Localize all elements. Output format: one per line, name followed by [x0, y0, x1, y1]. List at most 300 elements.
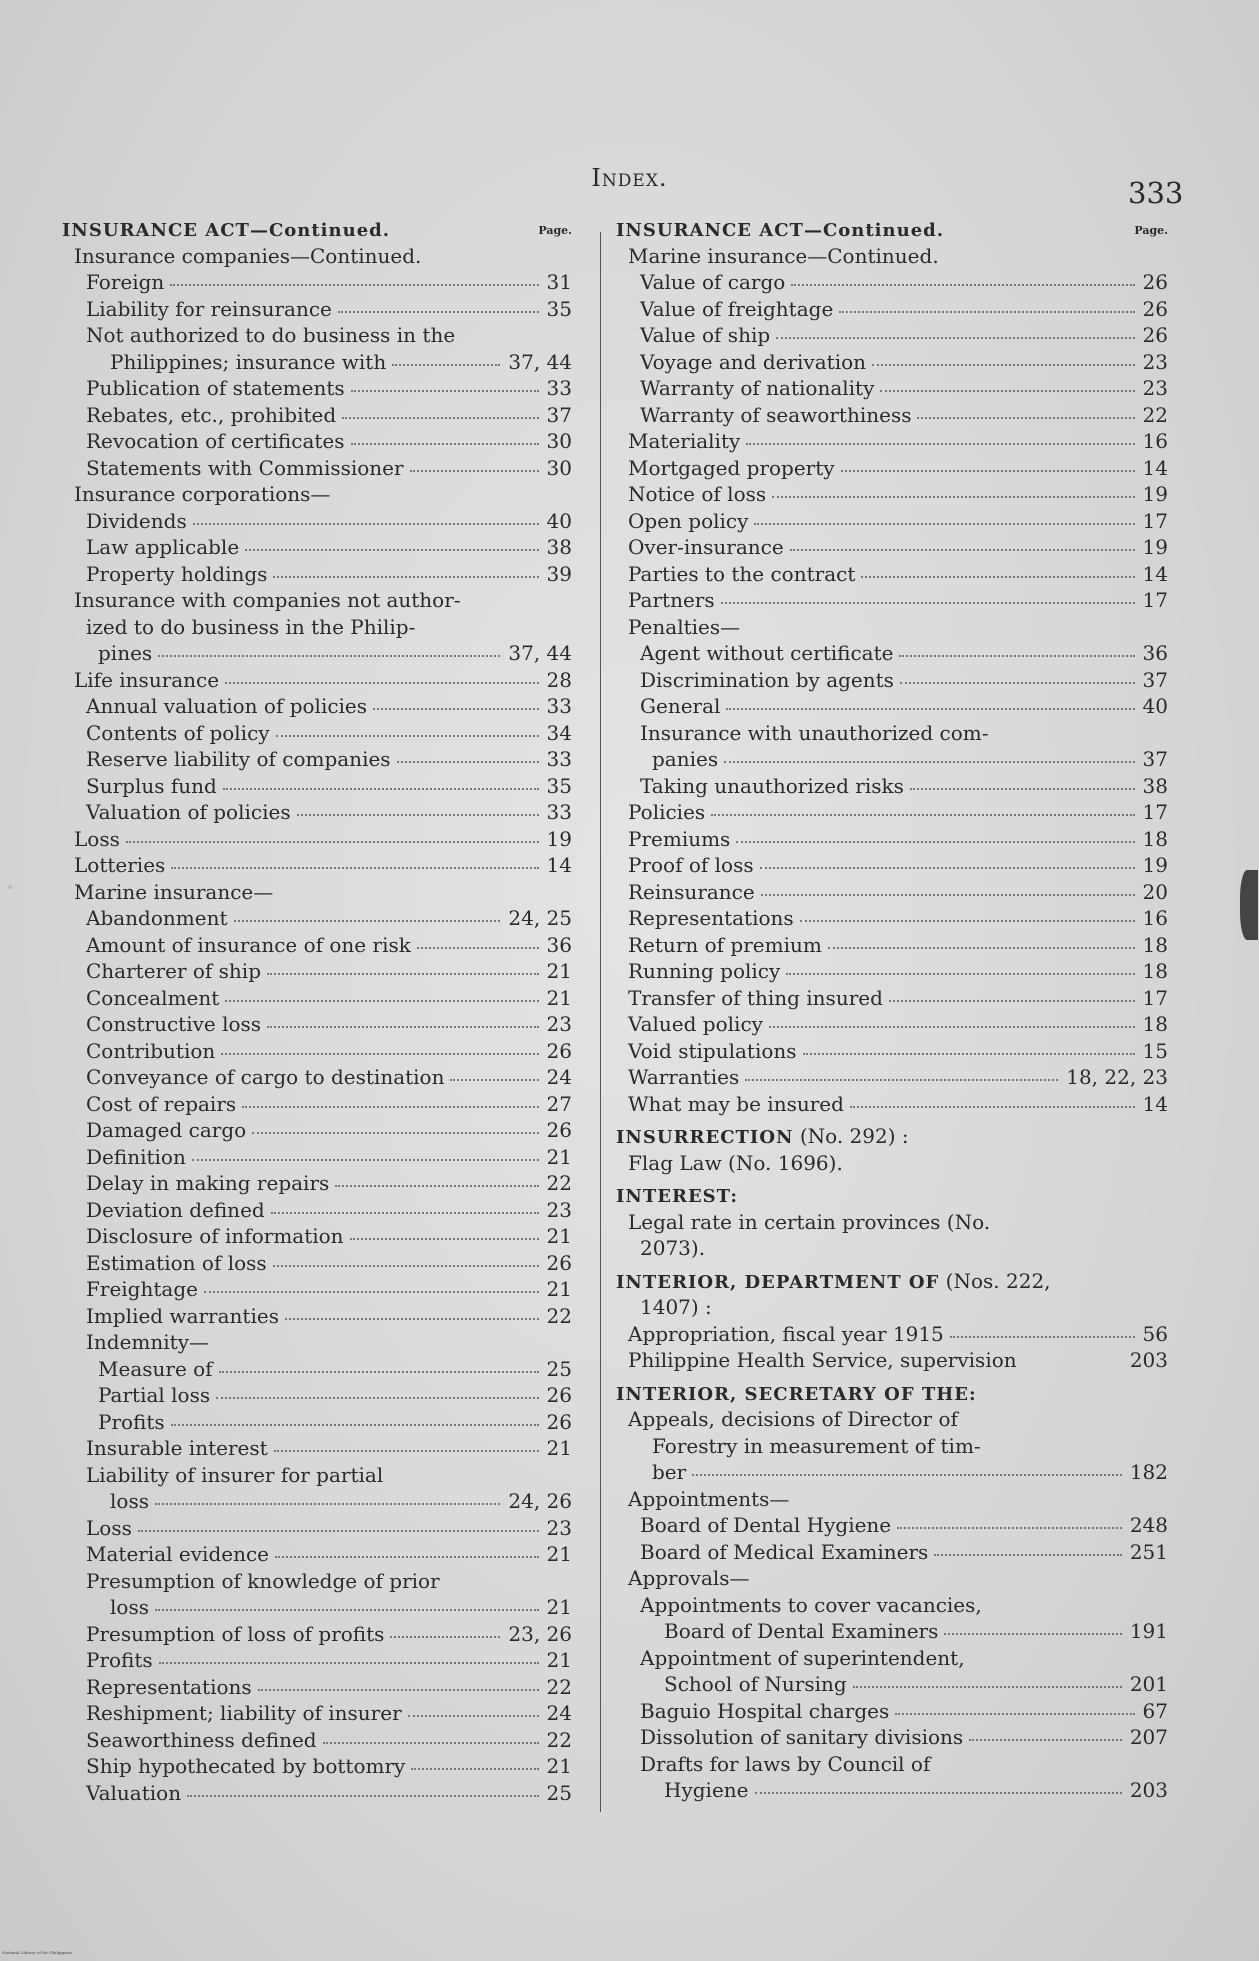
page-ref: 21: [546, 959, 572, 983]
index-entry: [616, 1433, 1168, 1460]
page-ref: 16: [1142, 906, 1168, 930]
entry-text: School of Nursing: [664, 1672, 847, 1696]
entry-text: Material evidence: [86, 1542, 269, 1566]
index-entry: [62, 640, 572, 667]
index-entry: [616, 746, 1168, 773]
index-entry: [62, 932, 572, 959]
entry-text: Over-insurance: [628, 535, 784, 559]
index-entry: [62, 508, 572, 535]
page-ref: 18: [1142, 959, 1168, 983]
page-ref: 19: [1142, 853, 1168, 877]
index-entry: [62, 1753, 572, 1780]
leader-dots: [245, 549, 539, 551]
index-entry: [62, 1250, 572, 1277]
page-ref: 28: [546, 667, 572, 692]
entry-text: Concealment: [86, 985, 220, 1010]
index-entry: [62, 1435, 572, 1462]
page-ref: 21: [546, 985, 572, 1010]
entry-text: Flag Law (No. 1696).: [628, 1150, 843, 1175]
index-column-left: [62, 216, 572, 1806]
page-column-header: Page.: [1134, 224, 1168, 237]
index-entry: [62, 561, 572, 588]
page-ref: 21: [546, 1542, 572, 1566]
leader-dots: [944, 1633, 1122, 1635]
entry-text: Baguio Hospital charges: [640, 1698, 890, 1723]
index-entry: [616, 1406, 1168, 1433]
leader-dots: [338, 311, 539, 313]
entry-text: Approvals—: [628, 1566, 750, 1590]
entry-text: Reserve liability of companies: [86, 747, 391, 771]
index-heading: [616, 1380, 1168, 1407]
index-entry: [616, 1011, 1168, 1038]
entry-text: Representations: [628, 906, 794, 930]
entry-text: Rebates, etc., prohibited: [86, 402, 337, 427]
index-entry: [616, 1459, 1168, 1486]
page-ref: 17: [1142, 508, 1168, 533]
page-ref: 36: [546, 932, 572, 957]
page-ref: 26: [546, 1409, 572, 1434]
index-entry: [62, 1197, 572, 1224]
index-entry: [616, 720, 1168, 747]
index-entry: [62, 402, 572, 429]
leader-dots: [761, 894, 1135, 896]
entry-text: ber: [652, 1460, 687, 1484]
page-ref: 203: [1129, 1778, 1168, 1802]
page-ref: 248: [1129, 1513, 1168, 1537]
index-entry: [616, 402, 1168, 429]
index-entry: [616, 561, 1168, 588]
index-entry: [616, 1724, 1168, 1751]
page-ref: 40: [1142, 694, 1168, 718]
index-entry: [616, 349, 1168, 376]
index-entry: [62, 720, 572, 747]
leader-dots: [880, 390, 1135, 392]
page-ref: 21: [546, 1436, 572, 1460]
entry-text: Reinsurance: [628, 879, 755, 904]
page-ref: 26: [546, 1118, 572, 1142]
page-ref: 25: [546, 1356, 572, 1381]
leader-dots: [234, 920, 500, 922]
entry-text: panies: [652, 747, 719, 771]
index-entry: [62, 905, 572, 932]
leader-dots: [755, 1792, 1122, 1794]
leader-dots: [721, 602, 1135, 604]
leader-dots: [276, 735, 539, 737]
index-entry: [62, 1541, 572, 1568]
leader-dots: [275, 1556, 539, 1558]
leader-dots: [791, 284, 1135, 286]
page-ref: 203: [1129, 1348, 1168, 1372]
index-entry: [62, 1621, 572, 1648]
entry-text: Appropriation, fiscal year 1915: [628, 1321, 944, 1346]
page-ref: 38: [546, 535, 572, 559]
index-entry: [616, 1064, 1168, 1091]
index-entry: [62, 826, 572, 853]
leader-dots: [841, 470, 1135, 472]
index-entry: [616, 587, 1168, 614]
index-entry: [62, 1064, 572, 1091]
leader-dots: [187, 1795, 539, 1797]
index-entry: [62, 1674, 572, 1701]
leader-dots: [417, 947, 539, 949]
index-entry: [62, 455, 572, 482]
page-ref: 37, 44: [508, 641, 572, 665]
leader-dots: [800, 920, 1135, 922]
page-ref: 38: [1142, 773, 1168, 798]
index-entry: [616, 269, 1168, 296]
entry-text: Board of Dental Hygiene: [640, 1513, 892, 1537]
index-entry: [616, 243, 1168, 270]
index-entry: [616, 799, 1168, 826]
entry-text: Dissolution of sanitary divisions: [640, 1725, 964, 1749]
entry-text: Marine insurance—: [74, 879, 274, 904]
leader-dots: [726, 708, 1135, 710]
index-entry: [616, 508, 1168, 535]
index-entry: [616, 1091, 1168, 1118]
page-ref: 21: [546, 1144, 572, 1169]
leader-dots: [271, 1212, 539, 1214]
entry-text: Premiums: [628, 826, 731, 851]
leader-dots: [159, 1662, 539, 1664]
index-column-right: [616, 216, 1168, 1804]
entry-text: Estimation of loss: [86, 1250, 267, 1275]
page-column-header: Page.: [538, 224, 572, 237]
page-ref: 251: [1129, 1539, 1168, 1564]
entry-text: Discrimination by agents: [640, 667, 894, 692]
index-entry: [616, 1565, 1168, 1592]
index-entry: [62, 1727, 572, 1754]
page-ref: 21: [546, 1754, 572, 1778]
leader-dots: [900, 682, 1135, 684]
index-entry: [616, 1486, 1168, 1513]
entry-text: Loss: [74, 826, 120, 851]
entry-text: Measure of: [98, 1356, 213, 1381]
entry-text: Forestry in measurement of tim-: [652, 1433, 981, 1458]
index-entry: [62, 746, 572, 773]
index-entry: [616, 985, 1168, 1012]
entry-text: Appointments—: [628, 1486, 790, 1511]
index-entry: [62, 1144, 572, 1171]
entry-text: Value of freightage: [640, 296, 834, 321]
index-entry: [62, 296, 572, 323]
index-entry: [62, 1276, 572, 1303]
leader-dots: [786, 973, 1135, 975]
page-ref: 19: [546, 826, 572, 851]
leader-dots: [192, 1159, 539, 1161]
entry-text: Revocation of certificates: [86, 429, 345, 453]
entry-text: Penalties—: [628, 614, 741, 639]
leader-dots: [350, 1238, 539, 1240]
index-entry: [616, 375, 1168, 402]
entry-text: Philippine Health Service, supervision: [628, 1348, 1017, 1372]
entry-text: Notice of loss: [628, 482, 767, 506]
leader-dots: [392, 364, 500, 366]
leader-dots: [225, 682, 539, 684]
index-entry: [62, 667, 572, 694]
leader-dots: [221, 1053, 539, 1055]
index-entry: [62, 1594, 572, 1621]
leader-dots: [410, 470, 539, 472]
page-ref: 37: [546, 402, 572, 427]
page-ref: 23: [546, 1012, 572, 1036]
leader-dots: [273, 576, 539, 578]
index-entry: [62, 269, 572, 296]
leader-dots: [839, 311, 1135, 313]
index-entry: [616, 693, 1168, 720]
index-entry: [616, 481, 1168, 508]
entry-text: Policies: [628, 800, 706, 824]
entry-text: Life insurance: [74, 667, 220, 692]
page-ref: 39: [546, 561, 572, 586]
index-entry: [616, 428, 1168, 455]
leader-dots: [776, 337, 1135, 339]
leader-dots: [273, 1265, 539, 1267]
index-entry: [616, 1512, 1168, 1539]
heading-note: (Nos. 222,: [939, 1268, 1051, 1293]
index-entry: [62, 1356, 572, 1383]
entry-text: Abandonment: [86, 906, 228, 930]
page-ref: 22: [546, 1171, 572, 1195]
page-number: 333: [1128, 176, 1184, 210]
entry-text: loss: [110, 1595, 149, 1619]
index-entry: [62, 1170, 572, 1197]
index-entry: [616, 455, 1168, 482]
index-entry: [62, 1462, 572, 1489]
entry-text: Running policy: [628, 959, 781, 983]
leader-dots: [390, 1636, 500, 1638]
entry-text: Board of Dental Examiners: [664, 1619, 939, 1643]
page-ref: 207: [1129, 1725, 1168, 1749]
leader-dots: [274, 1450, 539, 1452]
index-entry: [62, 1647, 572, 1674]
entry-text: Presumption of knowledge of prior: [86, 1568, 440, 1593]
leader-dots: [258, 1689, 539, 1691]
index-entry: [616, 932, 1168, 959]
leader-dots: [853, 1686, 1122, 1688]
entry-text: Indemnity—: [86, 1330, 209, 1354]
entry-text: Property holdings: [86, 561, 268, 586]
entry-text: Parties to the contract: [628, 561, 856, 586]
leader-dots: [969, 1739, 1122, 1741]
running-head: Index.: [591, 164, 668, 192]
page-ref: 35: [546, 296, 572, 321]
leader-dots: [760, 867, 1135, 869]
entry-text: Insurance with companies not author-: [74, 588, 461, 612]
page-ref: 18: [1142, 826, 1168, 851]
page-ref: 20: [1142, 879, 1168, 904]
index-entry: [616, 852, 1168, 879]
leader-dots: [171, 867, 539, 869]
leader-dots: [158, 655, 500, 657]
index-entry: [616, 1209, 1168, 1236]
page-ref: 23, 26: [508, 1621, 572, 1646]
entry-text: Seaworthiness defined: [86, 1727, 317, 1752]
page-ref: 14: [1142, 455, 1168, 480]
leader-dots: [934, 1554, 1122, 1556]
page-ref: 23: [546, 1197, 572, 1222]
index-entry: [616, 1150, 1168, 1177]
page-ref: 33: [546, 800, 572, 824]
index-entry: [616, 1645, 1168, 1672]
page-ref: 24: [546, 1701, 572, 1725]
index-entry: [616, 667, 1168, 694]
entry-text: Appointments to cover vacancies,: [640, 1592, 982, 1617]
entry-text: Valuation: [86, 1780, 182, 1805]
entry-text: Publication of statements: [86, 376, 345, 400]
entry-text: Presumption of loss of profits: [86, 1621, 385, 1646]
index-entry: [616, 534, 1168, 561]
library-credit: National Library of the Philippines: [2, 1950, 73, 1955]
index-entry: [62, 243, 572, 270]
index-entry: [62, 1091, 572, 1118]
index-entry: [62, 375, 572, 402]
entry-text: Marine insurance—Continued.: [628, 243, 939, 268]
index-entry: [62, 879, 572, 906]
index-entry: [616, 640, 1168, 667]
index-entry: [62, 322, 572, 349]
page-ref: 23: [1142, 376, 1168, 400]
page-ref: 23: [1142, 349, 1168, 374]
page-ref: 22: [546, 1727, 572, 1752]
page-ref: 19: [1142, 535, 1168, 559]
index-entry: [616, 826, 1168, 853]
entry-text: Definition: [86, 1144, 186, 1169]
entry-text: INSURANCE ACT—Continued.: [616, 220, 944, 241]
leader-dots: [267, 1026, 539, 1028]
page-ref: 14: [1142, 1091, 1168, 1116]
entry-text: What may be insured: [628, 1091, 844, 1116]
page-ref: 26: [1142, 270, 1168, 294]
index-entry: [616, 1618, 1168, 1645]
leader-dots: [889, 1000, 1135, 1002]
leader-dots: [899, 655, 1135, 657]
index-entry: [616, 322, 1168, 349]
leader-dots: [223, 788, 539, 790]
entry-text: Value of cargo: [640, 270, 786, 294]
leader-dots: [252, 1132, 539, 1134]
leader-dots: [803, 1053, 1135, 1055]
entry-text: Liability of insurer for partial: [86, 1462, 384, 1487]
page-ref: 26: [546, 1038, 572, 1063]
leader-dots: [267, 973, 539, 975]
index-entry: [62, 773, 572, 800]
leader-dots: [204, 1291, 539, 1293]
leader-dots: [772, 496, 1135, 498]
entry-text: Transfer of thing insured: [628, 985, 883, 1010]
index-entry: [62, 799, 572, 826]
index-heading: [62, 216, 572, 243]
leader-dots: [155, 1609, 539, 1611]
entry-text: Appointment of superintendent,: [640, 1645, 965, 1670]
entry-text: Voyage and derivation: [640, 349, 867, 374]
leader-dots: [335, 1185, 539, 1187]
entry-text: Amount of insurance of one risk: [86, 932, 411, 957]
leader-dots: [373, 708, 539, 710]
page-ref: 37: [1142, 667, 1168, 692]
leader-dots: [895, 1713, 1135, 1715]
page-ref: 22: [546, 1303, 572, 1328]
page-ref: 56: [1142, 1321, 1168, 1346]
entry-text: INTEREST:: [616, 1186, 739, 1207]
index-heading: [616, 216, 1168, 243]
index-heading: [616, 1123, 1168, 1150]
entry-text: loss: [110, 1489, 149, 1513]
entry-text: Charterer of ship: [86, 959, 261, 983]
index-entry: [62, 1409, 572, 1436]
entry-text: INTERIOR, SECRETARY OF THE:: [616, 1383, 977, 1405]
index-entry: [62, 985, 572, 1012]
page-ref: 21: [546, 1277, 572, 1301]
leader-dots: [850, 1106, 1135, 1108]
index-entry: [62, 534, 572, 561]
page-ref: 191: [1129, 1619, 1168, 1643]
leader-dots: [828, 947, 1135, 949]
page-ref: 24: [546, 1065, 572, 1089]
index-entry: [62, 693, 572, 720]
entry-text: Insurance companies—Continued.: [74, 243, 422, 268]
leader-dots: [692, 1474, 1122, 1476]
page-ref: 19: [1142, 482, 1168, 506]
leader-dots: [351, 443, 539, 445]
page-ref: 27: [546, 1091, 572, 1116]
entry-text: 2073).: [640, 1236, 706, 1260]
leader-dots: [724, 761, 1135, 763]
entry-text: Board of Medical Examiners: [640, 1539, 929, 1564]
entry-text: Lotteries: [74, 853, 166, 877]
index-entry: [62, 428, 572, 455]
page-ref: 14: [1142, 561, 1168, 586]
page-ref: 201: [1129, 1672, 1168, 1696]
index-entry: [62, 1038, 572, 1065]
entry-text: Value of ship: [640, 323, 771, 347]
entry-text: Philippines; insurance with: [110, 349, 387, 374]
index-entry: [616, 1751, 1168, 1778]
scan-edge-mark: [1240, 870, 1258, 940]
leader-dots: [285, 1318, 539, 1320]
entry-text: Profits: [86, 1648, 153, 1672]
index-entry: [62, 587, 572, 614]
page-ref: 16: [1142, 429, 1168, 453]
entry-text: Statements with Commissioner: [86, 455, 404, 480]
page-ref: 18: [1142, 932, 1168, 957]
page-ref: 18, 22, 23: [1066, 1065, 1168, 1089]
leader-dots: [745, 1079, 1058, 1081]
entry-text: INTERIOR, DEPARTMENT OF: [616, 1271, 940, 1293]
entry-text: Mortgaged property: [628, 455, 835, 480]
leader-dots: [861, 576, 1135, 578]
page-ref: 37: [1142, 747, 1168, 771]
entry-text: General: [640, 694, 721, 718]
leader-dots: [746, 443, 1135, 445]
page-ref: 21: [546, 1648, 572, 1672]
leader-dots: [126, 841, 539, 843]
entry-text: Contents of policy: [86, 720, 270, 745]
entry-text: Void stipulations: [628, 1038, 797, 1063]
index-entry: [62, 349, 572, 376]
leader-dots: [170, 284, 539, 286]
entry-text: Annual valuation of policies: [86, 694, 368, 718]
index-entry: [62, 1011, 572, 1038]
entry-text: Valued policy: [628, 1012, 763, 1036]
leader-dots: [450, 1079, 539, 1081]
entry-text: Cost of repairs: [86, 1091, 237, 1116]
leader-dots: [219, 1371, 539, 1373]
page-ref: 26: [1142, 323, 1168, 347]
index-entry: [62, 1117, 572, 1144]
leader-dots: [790, 549, 1135, 551]
index-entry: [616, 1777, 1168, 1804]
entry-text: Delay in making repairs: [86, 1171, 330, 1195]
